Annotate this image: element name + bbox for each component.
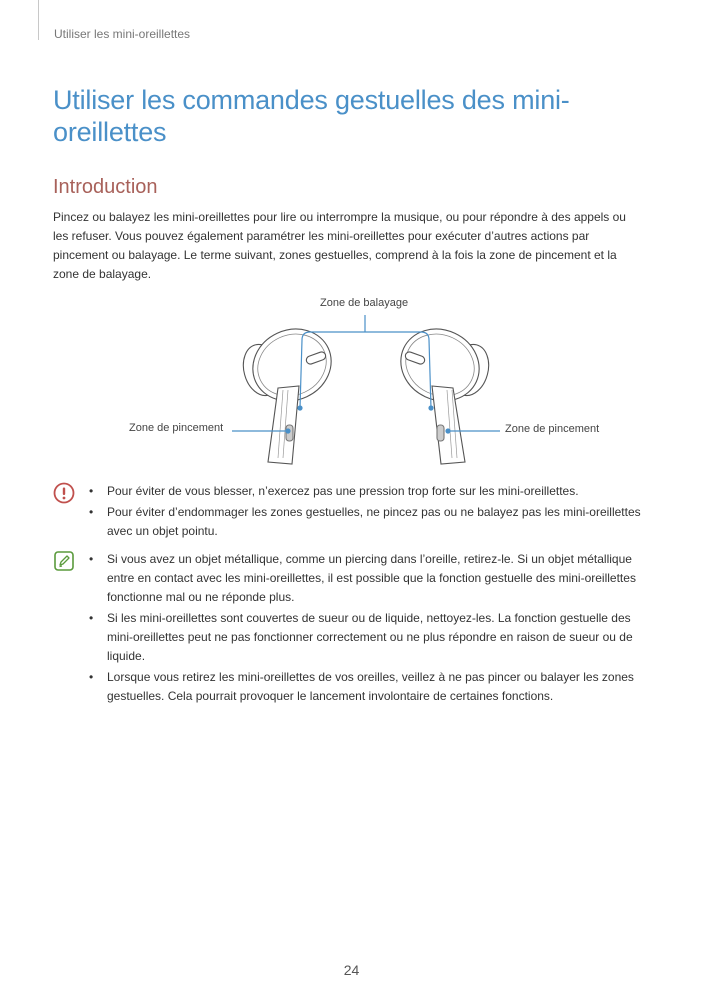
note-item: • Lorsque vous retirez les mini-oreillettes de vos oreilles, veillez à ne pas pincer ou balayer les zones gestuelles. Cela pourrait provoquer le lancement involontaire de certaines fonctions. bbox=[89, 668, 649, 706]
page-title: Utiliser les commandes gestuelles des mini-oreillettes bbox=[53, 85, 570, 147]
caution-item: • Pour éviter de vous blesser, n’exercez pas une pression trop forte sur les mini-oreillettes. bbox=[89, 482, 649, 501]
note-list bbox=[89, 550, 649, 708]
zone-markers bbox=[285, 405, 450, 433]
earbuds-figure bbox=[0, 290, 703, 475]
note-item: • Si vous avez un objet métallique, comme un piercing dans l’oreille, retirez-le. Si un objet métallique entre en contact avec les mini-oreillettes, il est possible que la fonction gestuelle des mini-oreillettes fonctionne mal ou ne réponde plus. bbox=[89, 550, 649, 607]
note-item: • Si les mini-oreillettes sont couvertes de sueur ou de liquide, nettoyez-les. La fonction gestuelle des mini-oreillettes peut ne pas fonctionner correctement ou ne plus répondre en raison de sueur ou de liquide. bbox=[89, 609, 649, 666]
running-header: Utiliser les mini-oreillettes bbox=[54, 27, 191, 41]
caution-item: • Pour éviter d’endommager les zones gestuelles, ne pincez pas ou ne balayez pas les mini-oreillettes avec un objet pointu. bbox=[89, 503, 649, 541]
header-rule bbox=[38, 0, 39, 40]
swipe-zone-label: Zone de balayage bbox=[320, 297, 409, 309]
note-icon bbox=[53, 550, 75, 572]
section-heading: Introduction bbox=[53, 176, 158, 198]
page-number: 24 bbox=[343, 962, 360, 978]
intro-paragraph: Pincez ou balayez les mini-oreillettes pour lire ou interrompre la musique, ou pour répondre à des appels ou les refuser. Vous pouvez également paramétrer les mini-oreillettes pour exécuter d’autres actions par pincement ou balayage. Le terme suivant, zones gestuelles, comprend à la fois la zone de pincement et la zone de balayage. bbox=[53, 210, 626, 281]
pinch-zone-label-right: Zone de pincement bbox=[505, 423, 600, 435]
left-earbud bbox=[238, 316, 343, 464]
caution-list bbox=[89, 482, 649, 543]
caution-icon bbox=[53, 482, 75, 504]
right-earbud bbox=[389, 316, 494, 464]
pinch-zone-label-left: Zone de pincement bbox=[129, 422, 224, 434]
earbuds-illustration bbox=[0, 290, 703, 475]
